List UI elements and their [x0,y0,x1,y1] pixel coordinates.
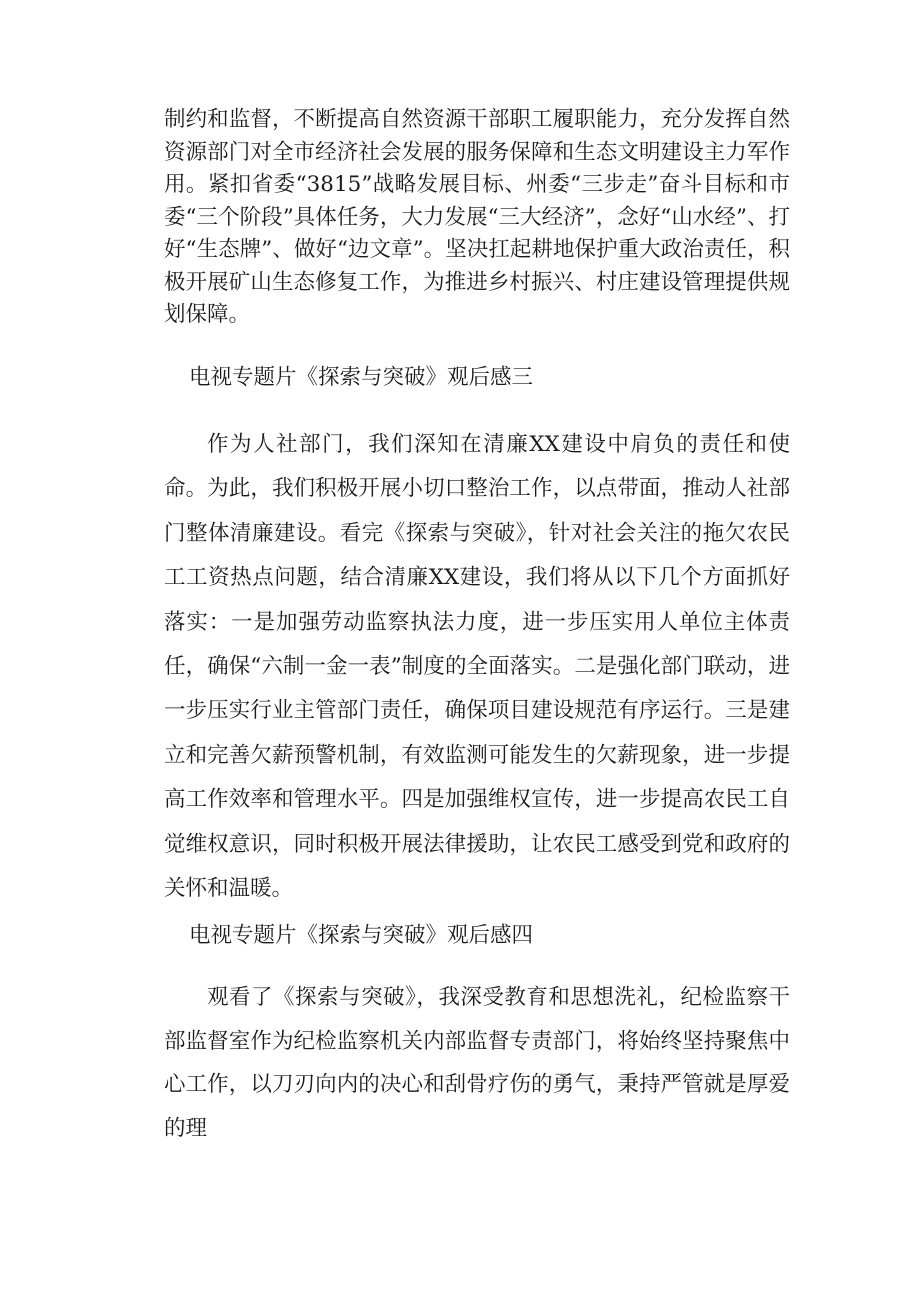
body-paragraph: 制约和监督，不断提高自然资源干部职工履职能力，充分发挥自然资源部门对全市经济社会发展的服务保障和生态文明建设主力军作用。紧扣省委“3815”战略发展目标、州委“三步走”奋斗目标和市委“三个阶段”具体任务，大力发展“三大经济”，念好“山水经”、打好“生态牌”、做好“边文章”。坚决扛起耕地保护重大政治责任，积极开展矿山生态修复工作，为推进乡村振兴、村庄建设管理提供规划保障。 [164,107,790,327]
section-heading: 电视专题片《探索与突破》观后感三 [189,365,534,390]
body-paragraph: 作为人社部门，我们深知在清廉XX建设中肩负的责任和使命。为此，我们积极开展小切口整治工作，以点带面，推动人社部门整体清廉建设。看完《探索与突破》，针对社会关注的拖欠农民工工资热点问题，结合清廉XX建设，我们将从以下几个方面抓好落实：一是加强劳动监察执法力度，进一步压实用人单位主体责任，确保“六制一金一表”制度的全面落实。二是强化部门联动，进一步压实行业主管部门责任，确保项目建设规范有序运行。三是建立和完善欠薪预警机制，有效监测可能发生的欠薪现象，进一步提高工作效率和管理水平。四是加强维权宣传，进一步提高农民工自觉维权意识，同时积极开展法律援助，让农民工感受到党和政府的关怀和温暖。 [164,432,790,902]
section-heading: 电视专题片《探索与突破》观后感四 [189,923,534,948]
body-paragraph: 观看了《探索与突破》，我深受教育和思想洗礼，纪检监察干部监督室作为纪检监察机关内部监督专责部门，将始终坚持聚焦中心工作，以刀刃向内的决心和刮骨疗伤的勇气，秉持严管就是厚爱的理 [164,985,790,1141]
